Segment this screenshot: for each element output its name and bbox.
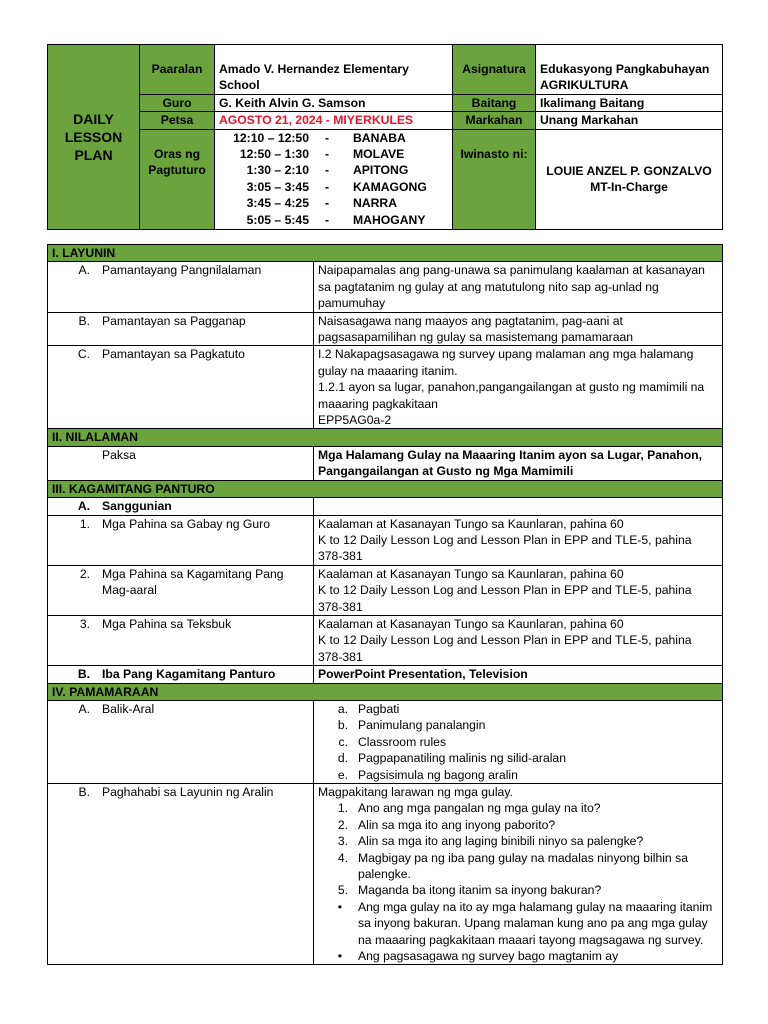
list-item: e. Pagsisimula ng bagong aralin xyxy=(337,767,518,782)
list-item: b. Panimulang panalangin xyxy=(337,718,486,733)
schedule-row: 5:05 – 5:45 - MAHOGANY xyxy=(246,212,426,227)
list-item: 3. Alin sa mga ito ang laging binibili ninyo sa palengke? xyxy=(337,834,644,849)
row-label: C. Pamantayan sa Pagkatuto xyxy=(48,346,314,429)
row-label: 1. Mga Pahina sa Gabay ng Guro xyxy=(48,515,314,565)
section-layunin: I. LAYUNIN xyxy=(48,245,723,262)
asignatura-label: Asignatura xyxy=(453,45,536,95)
lesson-body-table xyxy=(47,244,723,965)
row-label: 2. Mga Pahina sa Kagamitang Pang Mag-aaral xyxy=(48,565,314,615)
guro-value: G. Keith Alvin G. Samson xyxy=(215,94,453,111)
pamantayan-sa-pagganap-value: Naisasagawa nang maayos ang pagtatanim, pag-aani at pagsasapamilihan ng gulay sa masistemang pamamaraan xyxy=(314,312,723,346)
row-label: B. Iba Pang Kagamitang Panturo xyxy=(48,666,314,683)
row-label: B. Pamantayan sa Pagganap xyxy=(48,312,314,346)
paaralan-value: Amado V. Hernandez Elementary School xyxy=(215,45,453,95)
iwinasto-role: MT-In-Charge xyxy=(590,180,668,195)
schedule-row: 12:10 – 12:50 - BANABA xyxy=(233,130,406,145)
lesson-header-table xyxy=(47,44,723,230)
paksa-value: Mga Halamang Gulay na Maaaring Itanim ayon sa Lugar, Panahon, Pangangailangan at Gusto ng Mga Mamimili xyxy=(314,446,723,480)
schedule-row: 3:45 – 4:25 - NARRA xyxy=(246,196,398,211)
schedule-row: 12:50 – 1:30 - MOLAVE xyxy=(239,147,405,162)
iwinasto-value xyxy=(536,129,723,229)
reference-value: Kaalaman at Kasanayan Tungo sa Kaunlaran, pahina 60 K to 12 Daily Lesson Log and Lesson Plan in EPP and TLE-5, pahina 378-381 xyxy=(314,565,723,615)
reference-value: Kaalaman at Kasanayan Tungo sa Kaunlaran, pahina 60 K to 12 Daily Lesson Log and Lesson Plan in EPP and TLE-5, pahina 378-381 xyxy=(314,515,723,565)
baitang-value: Ikalimang Baitang xyxy=(536,94,723,111)
petsa-label: Petsa xyxy=(140,112,215,129)
row-label: 3. Mga Pahina sa Teksbuk xyxy=(48,615,314,665)
list-item: c. Classroom rules xyxy=(338,734,447,749)
balik-aral-list xyxy=(314,700,723,783)
list-item: 2. Alin sa mga ito ang inyong paborito? xyxy=(337,817,556,832)
daily-lesson-plan-title: DAILY LESSON PLAN xyxy=(48,45,140,230)
list-item: 5. Maganda ba itong itanim sa inyong bakuran? xyxy=(337,883,602,898)
asignatura-value: Edukasyong Pangkabuhayan AGRIKULTURA xyxy=(536,45,723,95)
oras-label: Oras ng Pagtuturo xyxy=(140,129,215,229)
row-label: B. Paghahabi sa Layunin ng Aralin xyxy=(48,784,314,965)
guro-label: Guro xyxy=(140,94,215,111)
iba-pang-kagamitan-value: PowerPoint Presentation, Television xyxy=(314,666,723,683)
paaralan-label: Paaralan xyxy=(140,45,215,95)
schedule-row: 3:05 – 3:45 - KAMAGONG xyxy=(246,179,427,194)
bullet-item: • Ang pagsasagawa ng survey bago magtanim ay xyxy=(337,949,619,964)
reference-value: Kaalaman at Kasanayan Tungo sa Kaunlaran, pahina 60 K to 12 Daily Lesson Log and Lesson Plan in EPP and TLE-5, pahina 378-381 xyxy=(314,615,723,665)
list-item: d. Pagpapanatiling malinis ng silid-aralan xyxy=(337,751,566,766)
schedule-list xyxy=(215,129,453,229)
iwinasto-name: LOUIE ANZEL P. GONZALVO xyxy=(546,163,712,178)
empty-cell xyxy=(314,498,723,515)
paghahabi-content xyxy=(314,784,723,965)
baitang-label: Baitang xyxy=(453,94,536,111)
row-label: A. Balik-Aral xyxy=(48,700,314,783)
list-item: a. Pagbati xyxy=(337,701,400,716)
section-kagamitan: III. KAGAMITANG PANTURO xyxy=(48,480,723,497)
row-label: Paksa xyxy=(48,446,314,480)
paghahabi-intro: Magpakitang larawan ng mga gulay. xyxy=(318,785,513,799)
schedule-row: 1:30 – 2:10 - APITONG xyxy=(246,163,409,178)
list-item: 1. Ano ang mga pangalan ng mga gulay na ito? xyxy=(337,801,601,816)
section-nilalaman: II. NILALAMAN xyxy=(48,429,723,446)
markahan-label: Markahan xyxy=(453,112,536,129)
pamantayang-pangnilalaman-value: Naipapamalas ang pang-unawa sa panimulang kaalaman at kasanayan sa pagtatanim ng gulay at ang matutulong nito sap ag-unlad ng pamumuhay xyxy=(314,262,723,312)
section-pamamaraan: IV. PAMAMARAAN xyxy=(48,683,723,700)
row-label: A. Pamantayang Pangnilalaman xyxy=(48,262,314,312)
list-item: 4. Magbigay pa ng iba pang gulay na madalas ninyong bilhin sa palengke. xyxy=(337,850,688,882)
petsa-value: AGOSTO 21, 2024 - MIYERKULES xyxy=(215,112,453,129)
iwinasto-label: Iwinasto ni: xyxy=(453,129,536,229)
row-label: A. Sanggunian xyxy=(48,498,314,515)
markahan-value: Unang Markahan xyxy=(536,112,723,129)
bullet-item: • Ang mga gulay na ito ay mga halamang gulay na maaaring itanim sa inyong bakuran. Upang malaman kung ano pa ang mga gulay na maaaring pagkakitaan maaari tayong magsagawa ng survey. xyxy=(337,899,713,947)
pamantayan-sa-pagkatuto-value: I.2 Nakapagsasagawa ng survey upang malaman ang mga halamang gulay na maaaring itanim. 1.2.1 ayon sa lugar, panahon,pangangailangan at gusto ng mamimili na maaaring pagkakitaan EPP5AG0a-2 xyxy=(314,346,723,429)
